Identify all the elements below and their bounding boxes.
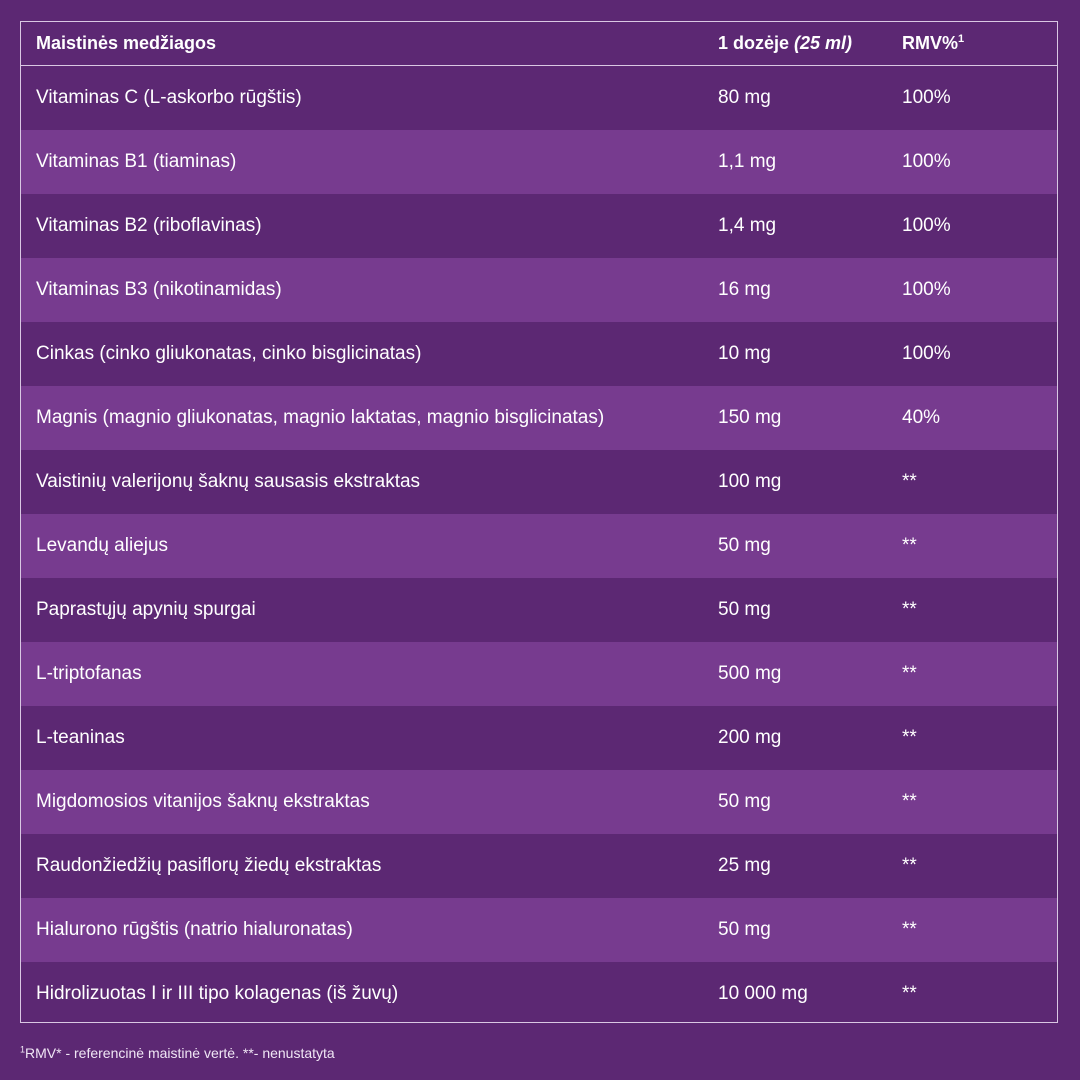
rmv-value: ** xyxy=(902,535,917,556)
dose-amount: 50 mg xyxy=(718,599,771,620)
nutrient-name: L-triptofanas xyxy=(36,663,142,684)
table-row xyxy=(21,386,1057,450)
nutrient-name: Hidrolizuotas I ir III tipo kolagenas (iš žuvų) xyxy=(36,983,399,1004)
header-rmv-label: RMV% xyxy=(902,33,959,53)
rmv-value: 100% xyxy=(902,279,951,300)
rmv-value: ** xyxy=(902,471,917,492)
nutrition-table xyxy=(20,21,1058,1023)
dose-amount: 50 mg xyxy=(718,535,771,556)
nutrient-name: Vitaminas B1 (tiaminas) xyxy=(36,151,237,172)
dose-amount: 80 mg xyxy=(718,87,771,108)
footnote-text: RMV* - referencinė maistinė vertė. **- nenustatyta xyxy=(25,1045,335,1061)
table-row xyxy=(21,514,1057,578)
nutrient-name: Vaistinių valerijonų šaknų sausasis ekstraktas xyxy=(36,471,421,492)
table-row xyxy=(21,578,1057,642)
table-row xyxy=(21,898,1057,962)
dose-amount: 25 mg xyxy=(718,855,771,876)
dose-amount: 200 mg xyxy=(718,727,782,748)
dose-amount: 10 mg xyxy=(718,343,771,364)
header-rmv-sup: 1 xyxy=(958,33,965,45)
nutrient-name: Hialurono rūgštis (natrio hialuronatas) xyxy=(36,919,353,940)
table-body xyxy=(21,66,1057,1023)
table-row xyxy=(21,66,1057,130)
nutrient-name: Migdomosios vitanijos šaknų ekstraktas xyxy=(36,791,370,812)
table-header xyxy=(21,22,1057,66)
nutrient-name: Paprastųjų apynių spurgai xyxy=(36,599,256,620)
footnote-sup: 1 xyxy=(20,1044,26,1055)
dose-amount: 10 000 mg xyxy=(718,983,808,1004)
nutrient-name: Cinkas (cinko gliukonatas, cinko bisglicinatas) xyxy=(36,343,422,364)
rmv-value: ** xyxy=(902,855,917,876)
rmv-value: 100% xyxy=(902,215,951,236)
nutrient-name: Levandų aliejus xyxy=(36,535,169,556)
header-per-dose-volume: (25 ml) xyxy=(794,33,853,53)
dose-amount: 150 mg xyxy=(718,407,782,428)
table-row xyxy=(21,130,1057,194)
table-row xyxy=(21,834,1057,898)
dose-amount: 50 mg xyxy=(718,919,771,940)
table-row xyxy=(21,322,1057,386)
table-row xyxy=(21,962,1057,1023)
footnote xyxy=(20,1045,335,1061)
table-row xyxy=(21,706,1057,770)
nutrient-name: Magnis (magnio gliukonatas, magnio laktatas, magnio bisglicinatas) xyxy=(36,407,605,428)
rmv-value: ** xyxy=(902,791,917,812)
rmv-value: ** xyxy=(902,663,917,684)
rmv-value: ** xyxy=(902,727,917,748)
table-row xyxy=(21,194,1057,258)
rmv-value: 100% xyxy=(902,343,951,364)
nutrient-name: L-teaninas xyxy=(36,727,125,748)
nutrient-name: Vitaminas B3 (nikotinamidas) xyxy=(36,279,282,300)
rmv-value: 100% xyxy=(902,151,951,172)
table-row xyxy=(21,258,1057,322)
nutrient-name: Vitaminas B2 (riboflavinas) xyxy=(36,215,262,236)
rmv-value: ** xyxy=(902,983,917,1004)
nutrient-name: Vitaminas C (L-askorbo rūgštis) xyxy=(36,87,302,108)
header-nutrients: Maistinės medžiagos xyxy=(36,33,217,53)
header-per-dose xyxy=(718,33,852,54)
rmv-value: 100% xyxy=(902,87,951,108)
table-row xyxy=(21,450,1057,514)
dose-amount: 1,1 mg xyxy=(718,151,777,172)
rmv-value: 40% xyxy=(902,407,941,428)
dose-amount: 50 mg xyxy=(718,791,771,812)
nutrient-name: Raudonžiedžių pasiflorų žiedų ekstraktas xyxy=(36,855,382,876)
rmv-value: ** xyxy=(902,599,917,620)
table-row xyxy=(21,642,1057,706)
header-rmv xyxy=(902,33,964,54)
dose-amount: 16 mg xyxy=(718,279,771,300)
header-per-dose-label: 1 dozėje xyxy=(718,33,795,53)
dose-amount: 100 mg xyxy=(718,471,782,492)
dose-amount: 1,4 mg xyxy=(718,215,777,236)
rmv-value: ** xyxy=(902,919,917,940)
dose-amount: 500 mg xyxy=(718,663,782,684)
table-row xyxy=(21,770,1057,834)
